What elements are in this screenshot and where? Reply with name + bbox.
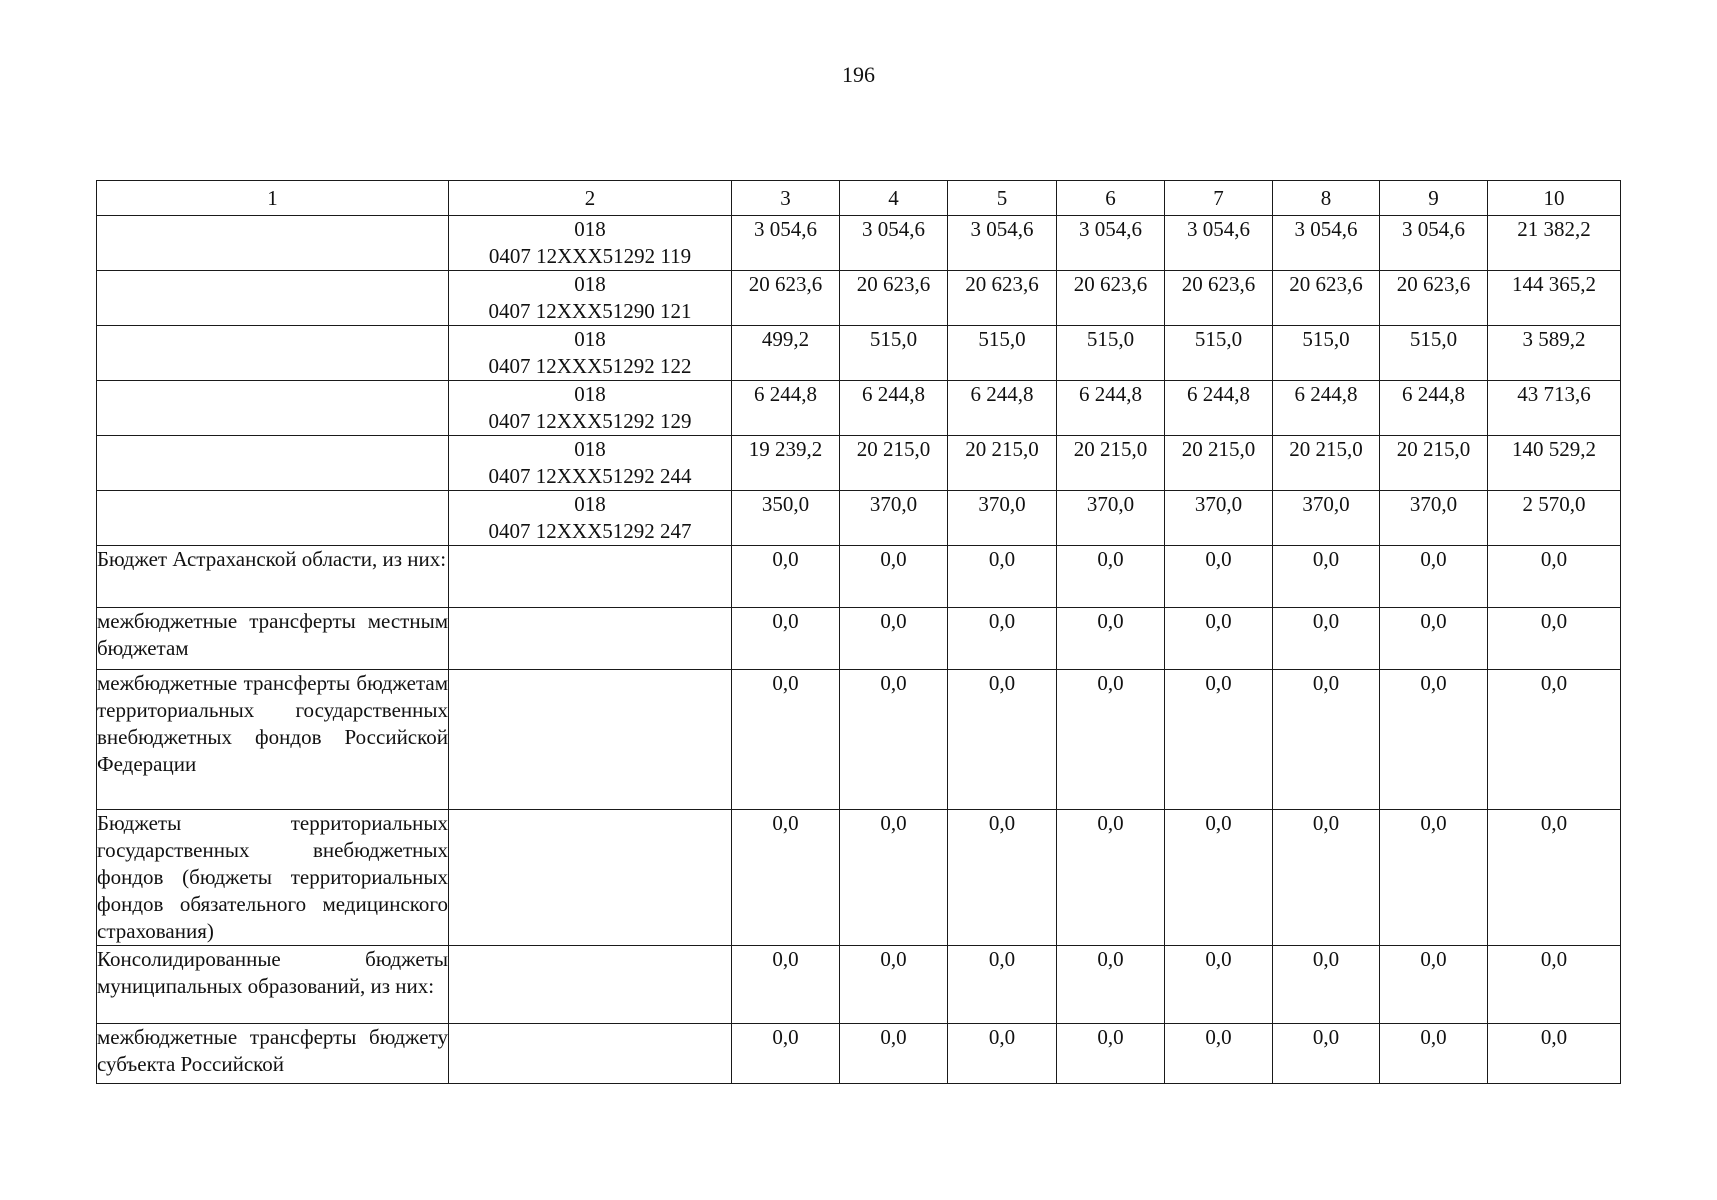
value-col-5: 0,0 [948,608,1057,670]
value-col-4: 0,0 [840,546,948,608]
value-col-4: 0,0 [840,670,948,810]
column-header-8: 8 [1273,181,1380,216]
value-col-6: 0,0 [1057,608,1165,670]
value-col-10: 144 365,2 [1488,271,1621,326]
value-col-9: 20 215,0 [1380,436,1488,491]
row-description: межбюджетные трансферты бюджетам территориальных государственных внебюджетных фондов Российской Федерации [97,670,449,810]
value-col-7: 0,0 [1165,670,1273,810]
value-col-7: 0,0 [1165,608,1273,670]
budget-classification-code [449,670,732,810]
value-col-4: 3 054,6 [840,216,948,271]
table-header [97,181,1621,216]
value-col-9: 0,0 [1380,1024,1488,1084]
value-col-8: 0,0 [1273,810,1380,946]
row-description [97,491,449,546]
value-col-6: 0,0 [1057,546,1165,608]
value-col-10: 0,0 [1488,1024,1621,1084]
budget-classification-code [449,271,732,326]
budget-classification-code [449,491,732,546]
value-col-3: 0,0 [732,608,840,670]
value-col-6: 0,0 [1057,1024,1165,1084]
value-col-6: 0,0 [1057,946,1165,1024]
table-row [97,216,1621,271]
value-col-10: 2 570,0 [1488,491,1621,546]
value-col-8: 20 623,6 [1273,271,1380,326]
value-col-3: 3 054,6 [732,216,840,271]
column-header-7: 7 [1165,181,1273,216]
value-col-7: 6 244,8 [1165,381,1273,436]
table-row [97,546,1621,608]
column-header-3: 3 [732,181,840,216]
value-col-6: 6 244,8 [1057,381,1165,436]
column-header-2: 2 [449,181,732,216]
table-row [97,381,1621,436]
value-col-10: 0,0 [1488,608,1621,670]
column-header-4: 4 [840,181,948,216]
value-col-5: 20 215,0 [948,436,1057,491]
value-col-3: 499,2 [732,326,840,381]
value-col-8: 0,0 [1273,946,1380,1024]
budget-classification-code [449,381,732,436]
value-col-10: 0,0 [1488,546,1621,608]
value-col-6: 0,0 [1057,810,1165,946]
row-description [97,436,449,491]
budget-classification-code [449,436,732,491]
value-col-7: 0,0 [1165,1024,1273,1084]
value-col-9: 3 054,6 [1380,216,1488,271]
value-col-7: 0,0 [1165,546,1273,608]
value-col-6: 20 215,0 [1057,436,1165,491]
row-description: межбюджетные трансферты местным бюджетам [97,608,449,670]
value-col-5: 370,0 [948,491,1057,546]
value-col-3: 0,0 [732,546,840,608]
value-col-10: 21 382,2 [1488,216,1621,271]
value-col-4: 0,0 [840,1024,948,1084]
code-line-2: 0407 12ХХХ51290 121 [488,299,692,323]
value-col-9: 370,0 [1380,491,1488,546]
value-col-7: 3 054,6 [1165,216,1273,271]
table-row [97,271,1621,326]
column-header-6: 6 [1057,181,1165,216]
code-line-1: 018 [574,437,606,461]
code-line-2: 0407 12ХХХ51292 244 [488,464,692,488]
row-description [97,271,449,326]
code-line-1: 018 [574,272,606,296]
value-col-5: 0,0 [948,670,1057,810]
column-header-10: 10 [1488,181,1621,216]
budget-classification-code [449,546,732,608]
row-description: Бюджет Астраханской области, из них: [97,546,449,608]
value-col-7: 0,0 [1165,946,1273,1024]
row-description [97,216,449,271]
value-col-5: 3 054,6 [948,216,1057,271]
table-row [97,670,1621,810]
value-col-8: 370,0 [1273,491,1380,546]
code-line-1: 018 [574,217,606,241]
code-line-2: 0407 12ХХХ51292 247 [488,519,692,543]
value-col-4: 370,0 [840,491,948,546]
value-col-7: 20 623,6 [1165,271,1273,326]
value-col-10: 3 589,2 [1488,326,1621,381]
value-col-10: 43 713,6 [1488,381,1621,436]
budget-classification-code [449,216,732,271]
code-line-1: 018 [574,492,606,516]
value-col-8: 0,0 [1273,1024,1380,1084]
value-col-7: 370,0 [1165,491,1273,546]
column-header-5: 5 [948,181,1057,216]
column-header-1: 1 [97,181,449,216]
value-col-6: 370,0 [1057,491,1165,546]
value-col-3: 20 623,6 [732,271,840,326]
value-col-8: 0,0 [1273,608,1380,670]
table-row [97,946,1621,1024]
value-col-9: 0,0 [1380,608,1488,670]
value-col-4: 515,0 [840,326,948,381]
code-line-2: 0407 12ХХХ51292 129 [488,409,692,433]
table-row [97,436,1621,491]
value-col-5: 0,0 [948,546,1057,608]
table-row [97,1024,1621,1084]
value-col-7: 515,0 [1165,326,1273,381]
value-col-5: 0,0 [948,946,1057,1024]
value-col-8: 3 054,6 [1273,216,1380,271]
value-col-4: 20 623,6 [840,271,948,326]
code-line-1: 018 [574,327,606,351]
value-col-7: 20 215,0 [1165,436,1273,491]
row-description [97,326,449,381]
value-col-5: 515,0 [948,326,1057,381]
value-col-10: 0,0 [1488,946,1621,1024]
budget-classification-code [449,1024,732,1084]
value-col-3: 0,0 [732,670,840,810]
value-col-4: 0,0 [840,608,948,670]
value-col-5: 0,0 [948,810,1057,946]
budget-classification-code [449,608,732,670]
value-col-8: 515,0 [1273,326,1380,381]
table-row [97,326,1621,381]
value-col-3: 0,0 [732,946,840,1024]
page-number: 196 [842,62,875,87]
value-col-4: 20 215,0 [840,436,948,491]
budget-classification-code [449,810,732,946]
header-row [97,181,1621,216]
value-col-8: 6 244,8 [1273,381,1380,436]
value-col-4: 0,0 [840,810,948,946]
value-col-6: 515,0 [1057,326,1165,381]
value-col-6: 0,0 [1057,670,1165,810]
value-col-10: 0,0 [1488,670,1621,810]
table-row [97,810,1621,946]
value-col-3: 0,0 [732,1024,840,1084]
value-col-9: 0,0 [1380,546,1488,608]
budget-classification-code [449,946,732,1024]
value-col-3: 0,0 [732,810,840,946]
value-col-10: 0,0 [1488,810,1621,946]
value-col-3: 19 239,2 [732,436,840,491]
budget-classification-code [449,326,732,381]
value-col-5: 6 244,8 [948,381,1057,436]
code-line-1: 018 [574,382,606,406]
value-col-4: 6 244,8 [840,381,948,436]
table-body [97,216,1621,1084]
table-row [97,608,1621,670]
code-line-2: 0407 12ХХХ51292 119 [488,244,692,268]
table-row [97,491,1621,546]
value-col-6: 3 054,6 [1057,216,1165,271]
row-description [97,381,449,436]
value-col-9: 20 623,6 [1380,271,1488,326]
value-col-9: 0,0 [1380,670,1488,810]
value-col-4: 0,0 [840,946,948,1024]
column-header-9: 9 [1380,181,1488,216]
value-col-8: 0,0 [1273,670,1380,810]
row-description: межбюджетные трансферты бюджету субъекта Российской [97,1024,449,1084]
value-col-8: 20 215,0 [1273,436,1380,491]
value-col-6: 20 623,6 [1057,271,1165,326]
value-col-8: 0,0 [1273,546,1380,608]
value-col-3: 350,0 [732,491,840,546]
row-description: Консолидированные бюджеты муниципальных образований, из них: [97,946,449,1024]
value-col-9: 515,0 [1380,326,1488,381]
value-col-5: 20 623,6 [948,271,1057,326]
row-description: Бюджеты территориальных государственных внебюджетных фондов (бюджеты территориальных фондов обязательного медицинского страхования) [97,810,449,946]
budget-table [96,180,1621,1084]
value-col-3: 6 244,8 [732,381,840,436]
code-line-2: 0407 12ХХХ51292 122 [488,354,692,378]
value-col-5: 0,0 [948,1024,1057,1084]
value-col-9: 0,0 [1380,946,1488,1024]
value-col-9: 0,0 [1380,810,1488,946]
value-col-10: 140 529,2 [1488,436,1621,491]
value-col-7: 0,0 [1165,810,1273,946]
value-col-9: 6 244,8 [1380,381,1488,436]
